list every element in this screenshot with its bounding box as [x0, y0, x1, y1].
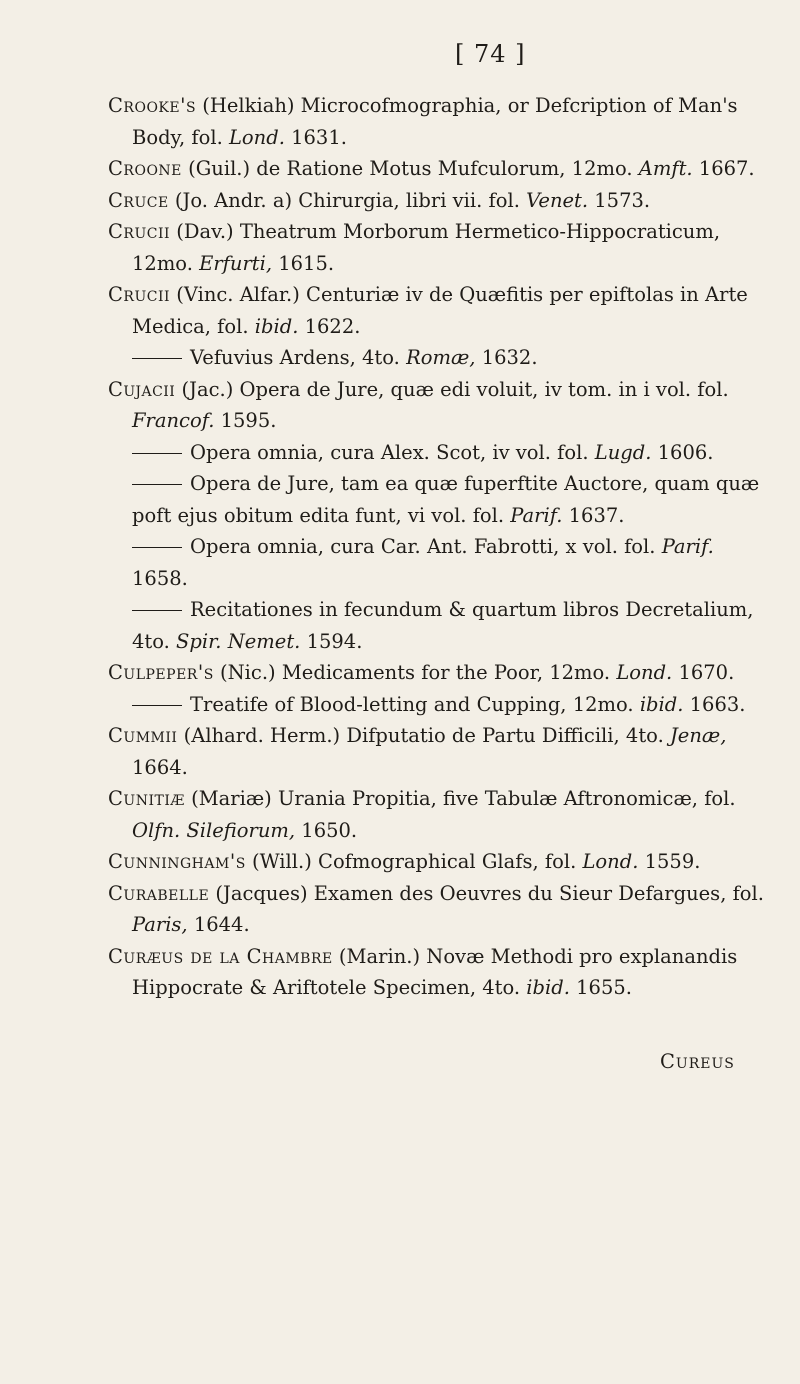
list-item: [108, 374, 768, 437]
entry-text: (Marin.) Novæ Methodi pro explanandis Hippocrate & Ariftotele Specimen, 4to.: [132, 944, 738, 999]
entry-place: ibid.: [254, 314, 299, 338]
list-item: [108, 185, 768, 217]
bibliography-list: [108, 90, 768, 1004]
ditto-dash: [132, 610, 182, 611]
entry-author: Crucii: [108, 220, 171, 243]
entry-author: Curæus de la Chambre: [108, 944, 333, 968]
list-item: [108, 279, 768, 342]
entry-text: (Guil.) de Ratione Motus Mufculorum, 12mo.: [181, 157, 639, 180]
entry-author: Cummii: [108, 724, 178, 747]
entry-place: Jenæ,: [669, 724, 727, 747]
entry-text: Vefuvius Ardens, 4to.: [190, 346, 407, 369]
entry-year: 1664.: [132, 755, 188, 779]
entry-author: Croone: [108, 157, 182, 180]
list-item: [108, 90, 768, 153]
list-item: [108, 783, 768, 846]
entry-year: 1663.: [683, 692, 746, 716]
entry-year: 1573.: [588, 188, 651, 212]
entry-year: 1670.: [672, 661, 735, 684]
ditto-dash: [132, 547, 182, 548]
entry-year: 1632.: [475, 346, 538, 369]
entry-year: 1650.: [295, 818, 358, 842]
entry-author: Cunitiæ: [108, 787, 185, 810]
list-item: [108, 846, 768, 878]
entry-year: 1667.: [692, 157, 755, 180]
ditto-dash: [132, 705, 182, 706]
entry-author: Crucii: [108, 283, 171, 306]
page-number: [ 74 ]: [455, 40, 526, 68]
ditto-dash: [132, 358, 182, 359]
entry-year: 1559.: [638, 850, 701, 873]
entry-text: (Vinc. Alfar.) Centuriæ iv de Quæfitis per epiftolas in Arte Medica, fol.: [132, 283, 748, 338]
entry-year: 1606.: [651, 440, 714, 464]
list-item: [108, 342, 768, 374]
entry-year: 1631.: [284, 125, 347, 149]
entry-place: Parif.: [661, 535, 714, 558]
entry-place: ibid.: [639, 692, 684, 716]
catchword: Cureus: [660, 1050, 735, 1073]
list-item: [108, 878, 768, 941]
entry-text: (Jac.) Opera de Jure, quæ edi voluit, iv tom. in i vol. fol.: [175, 377, 729, 401]
list-item: [108, 720, 768, 783]
entry-place: ibid.: [526, 976, 570, 999]
entry-text: Treatife of Blood-letting and Cupping, 12mo.: [190, 692, 640, 716]
list-item: [108, 657, 768, 689]
entry-place: Lond.: [228, 125, 285, 149]
entry-place: Venet.: [526, 188, 589, 212]
ditto-dash: [132, 453, 182, 454]
entry-text: Opera omnia, cura Alex. Scot, iv vol. fol.: [190, 440, 595, 464]
entry-text: (Will.) Cofmographical Glafs, fol.: [245, 850, 583, 873]
entry-author: Cujacii: [108, 377, 176, 401]
entry-text: Opera de Jure, tam ea quæ fuperftite Auctore, quam quæ poft ejus obitum edita funt, vi vol. fol.: [132, 472, 760, 527]
entry-year: 1594.: [300, 629, 363, 653]
list-item: [108, 437, 768, 469]
entry-year: 1595.: [214, 409, 277, 432]
entry-place: Francof.: [132, 409, 215, 432]
entry-place: Paris,: [132, 913, 188, 936]
list-item: [108, 153, 768, 185]
entry-text: (Jo. Andr. a) Chirurgia, libri vii. fol.: [168, 188, 527, 212]
entry-author: Cruce: [108, 188, 169, 212]
entry-place: Romæ,: [406, 346, 476, 369]
entry-place: Spir. Nemet.: [176, 629, 301, 653]
entry-text: Opera omnia, cura Car. Ant. Fabrotti, x vol. fol.: [190, 535, 662, 558]
entry-year: 1655.: [569, 976, 632, 999]
entry-author: Crooke's: [108, 94, 197, 117]
list-item: [108, 468, 768, 531]
entry-text: (Helkiah) Microcofmographia, or Defcription of Man's Body, fol.: [132, 94, 738, 149]
entry-year: 1644.: [187, 913, 250, 936]
entry-author: Cunningham's: [108, 850, 246, 873]
entry-text: (Nic.) Medicaments for the Poor, 12mo.: [213, 661, 617, 684]
entry-text: (Alhard. Herm.) Difputatio de Partu Difficili, 4to.: [177, 724, 670, 747]
entry-place: Erfurti,: [199, 251, 273, 275]
list-item: [108, 216, 768, 279]
ditto-dash: [132, 484, 182, 485]
entry-place: Lond.: [582, 850, 639, 873]
entry-year: 1658.: [132, 566, 188, 590]
list-item: [108, 689, 768, 721]
list-item: [108, 531, 768, 594]
entry-place: Olfn. Silefiorum,: [132, 818, 296, 842]
entry-year: 1615.: [272, 251, 335, 275]
entry-place: Lugd.: [594, 440, 652, 464]
entry-year: 1622.: [298, 314, 361, 338]
entry-author: Culpeper's: [108, 661, 214, 684]
entry-place: Parif.: [510, 503, 563, 527]
entry-text: (Jacques) Examen des Oeuvres du Sieur Defargues, fol.: [209, 881, 764, 905]
list-item: [108, 941, 768, 1004]
entry-place: Lond.: [616, 661, 673, 684]
entry-text: Recitationes in fecundum & quartum libros Decretalium, 4to.: [132, 598, 754, 653]
entry-place: Amft.: [638, 157, 693, 180]
list-item: [108, 594, 768, 657]
entry-author: Curabelle: [108, 881, 210, 905]
entry-year: 1637.: [562, 503, 625, 527]
entry-text: (Mariæ) Urania Propitia, five Tabulæ Aftronomicæ, fol.: [184, 787, 736, 810]
entry-text: (Dav.) Theatrum Morborum Hermetico-Hippocraticum, 12mo.: [132, 220, 721, 275]
